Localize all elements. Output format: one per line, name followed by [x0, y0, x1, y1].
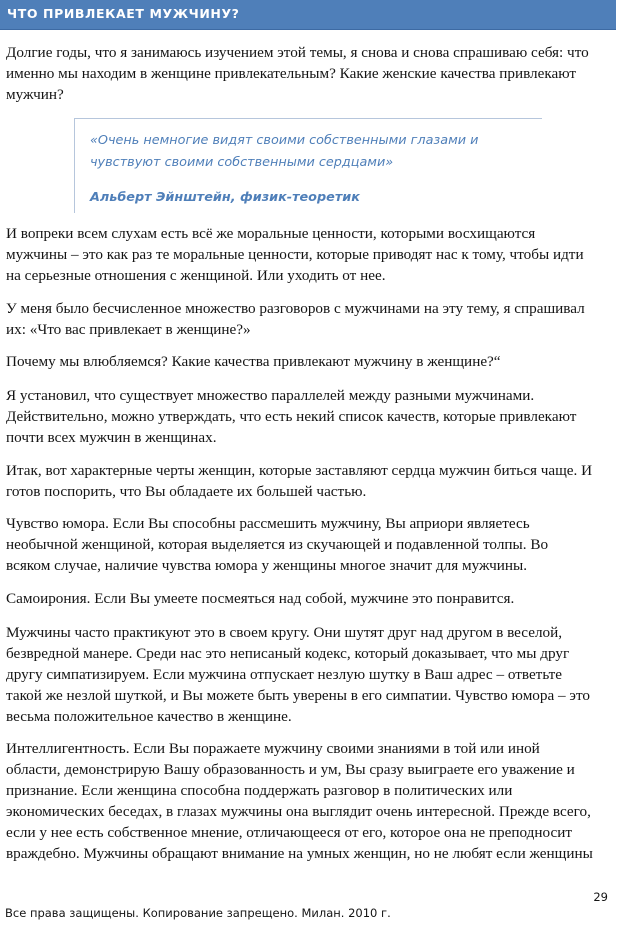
- intro-paragraph: [6, 42, 613, 105]
- page-number: 29: [593, 890, 608, 904]
- copyright-footer: Все права защищены. Копирование запрещено. Милан. 2010 г.: [5, 906, 391, 920]
- text-line: Интеллигентность. Если Вы поражаете мужчину своими знаниями в той или иной: [6, 740, 540, 757]
- paragraph: [6, 351, 613, 372]
- text-line: на серьезные отношения с женщиной. Или уходить от нее.: [6, 267, 386, 284]
- quote-line: «Очень немногие видят своими собственными глазами и: [90, 133, 479, 148]
- section-header-bar: [0, 0, 616, 30]
- text-line: Я установил, что существует множество параллелей между разными мужчинами.: [6, 387, 535, 404]
- text-line: готов поспорить, что Вы обладаете их большей частью.: [6, 483, 367, 500]
- paragraph: [6, 385, 613, 448]
- text-line: если у нее есть собственное мнение, отличающееся от его, которое она не преподносит: [6, 824, 573, 841]
- text-line: У меня было бесчисленное множество разговоров с мужчинами на эту тему, я спрашивал: [6, 300, 585, 317]
- paragraph: [6, 298, 613, 340]
- text-line: Почему мы влюбляемся? Какие качества привлекают мужчину в женщине?“: [6, 353, 501, 370]
- text-line: Долгие годы, что я занимаюсь изучением этой темы, я снова и снова спрашиваю себя: что: [6, 44, 589, 61]
- paragraph: [6, 622, 613, 727]
- paragraph: [6, 223, 613, 286]
- text-line: признание. Если женщина способна поддержать разговор в политических или: [6, 782, 513, 799]
- quote-line: чувствуют своими собственными сердцами»: [90, 155, 394, 170]
- text-line: почти всех мужчин в женщинах.: [6, 429, 217, 446]
- section-title: ЧТО ПРИВЛЕКАЕТ МУЖЧИНУ?: [7, 6, 240, 21]
- paragraph: [6, 738, 613, 864]
- text-line: И вопреки всем слухам есть всё же моральные ценности, которыми восхищаются: [6, 225, 536, 242]
- text-line: Итак, вот характерные черты женщин, которые заставляют сердца мужчин биться чаще. И: [6, 462, 593, 479]
- text-line: безвредной манере. Среди нас это неписаный кодекс, который доказывает, что мы друг: [6, 645, 570, 662]
- paragraph: [6, 513, 613, 576]
- text-line: мужчины – это как раз те моральные ценности, которые приводят нас к тому, чтобы идти: [6, 246, 584, 263]
- text-line: области, демонстрирую Вашу образованность и ум, Вы сразу выиграете его уважение и: [6, 761, 575, 778]
- text-line: другу симпатизируем. Если мужчина отпускает незлую шутку в Ваш адрес – ответьте: [6, 666, 563, 683]
- text-line: экономических беседах, в глазах мужчины она выглядит очень интересной. Прежде всего,: [6, 803, 591, 820]
- epigraph-quote: [74, 118, 542, 213]
- text-line: такой же незлой шуткой, и Вы можете быть уверены в его симпатии. Чувство юмора – это: [6, 687, 590, 704]
- text-line: именно мы находим в женщине привлекательным? Какие женские качества привлекают: [6, 65, 577, 82]
- text-line: Мужчины часто практикуют это в своем кругу. Они шутят друг над другом в веселой,: [6, 624, 563, 641]
- paragraph: [6, 588, 613, 609]
- paragraph: [6, 460, 613, 502]
- text-line: Действительно, можно утверждать, что есть некий список качеств, которые привлекают: [6, 408, 577, 425]
- text-line: мужчин?: [6, 86, 64, 103]
- text-line: враждебно. Мужчины обращают внимание на умных женщин, но не любят если женщины: [6, 845, 593, 862]
- text-line: Чувство юмора. Если Вы способны рассмешить мужчину, Вы априори являетесь: [6, 515, 530, 532]
- text-line: весьма положительное качество в женщине.: [6, 708, 292, 725]
- text-line: всяком случае, наличие чувства юмора у женщины многое значит для мужчины.: [6, 557, 528, 574]
- text-line: Самоирония. Если Вы умеете посмеяться над собой, мужчине это понравится.: [6, 590, 515, 607]
- text-line: их: «Что вас привлекает в женщине?»: [6, 321, 251, 338]
- text-line: необычной женщиной, которая выделяется из скучающей и подавленной толпы. Во: [6, 536, 549, 553]
- quote-author: Альберт Эйнштейн, физик-теоретик: [90, 190, 360, 205]
